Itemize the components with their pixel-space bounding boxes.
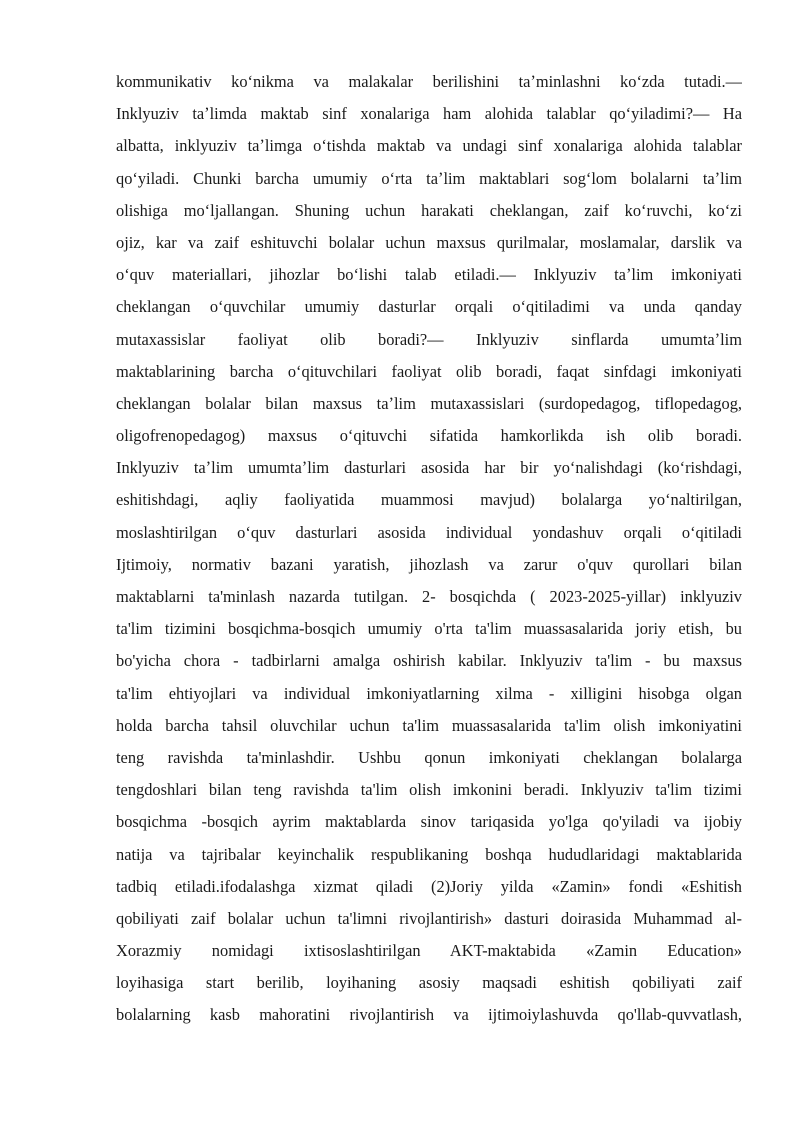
text-line: eshitishdagi, aqliy faoliyatida muammosi mavjud) bolalarga yoʻnaltirilgan, — [116, 490, 742, 510]
text-line: maktablarni ta'minlash nazarda tutilgan. 2- bosqichda ( 2023-2025-yillar) inklyuziv — [116, 587, 742, 606]
text-line: bosqichma -bosqich ayrim maktablarda sinov tariqasida yo'lga qo'yiladi va ijobiy — [116, 812, 742, 832]
text-line: bolalarning kasb mahoratini rivojlantirish va ijtimoiylashuvda qo'llab-quvvatlash, — [116, 1005, 742, 1025]
text-line: Xorazmiy nomidagi ixtisoslashtirilgan AKT-maktabida «Zamin Education» — [116, 941, 742, 961]
text-line: ojiz, kar va zaif eshituvchi bolalar uchun maxsus qurilmalar, moslamalar, darslik va — [116, 232, 742, 252]
text-line: tengdoshlari bilan teng ravishda ta'lim olish imkonini beradi. Inklyuziv ta'lim tizimi — [116, 780, 742, 800]
text-line: loyihasiga start berilib, loyihaning asosiy maqsadi eshitish qobiliyati zaif — [116, 973, 742, 993]
text-line: Inklyuziv taʼlim umumtaʼlim dasturlari asosida har bir yoʻnalishdagi (koʻrishdagi, — [116, 458, 742, 478]
text-line: Ijtimoiy, normativ bazani yaratish, jihozlash va zarur o'quv qurollari bilan — [116, 554, 742, 574]
text-line: maktablarining barcha oʻqituvchilari faoliyat olib boradi, faqat sinfdagi imkoniyati — [116, 361, 742, 381]
document-page — [116, 66, 742, 1032]
text-line: qobiliyati zaif bolalar uchun ta'limni rivojlantirish» dasturi doirasida Muhammad al- — [116, 908, 742, 928]
text-line: tadbiq etiladi.ifodalashga xizmat qiladi (2)Joriy yilda «Zamin» fondi «Eshitish — [116, 876, 742, 896]
text-line: bo'yicha chora - tadbirlarni amalga oshirish kabilar. Inklyuziv ta'lim - bu maxsus — [116, 651, 742, 671]
text-line: oʻquv materiallari, jihozlar boʻlishi talab etiladi.— Inklyuziv taʼlim imkoniyati — [116, 265, 742, 285]
text-line: oligofrenopedagog) maxsus oʻqituvchi sifatida hamkorlikda ish olib boradi. — [116, 426, 742, 446]
text-line: Inklyuziv taʼlimda maktab sinf xonalariga ham alohida talablar qoʻyiladimi?— Ha — [116, 104, 742, 124]
text-line: mutaxassislar faoliyat olib boradi?— Inklyuziv sinflarda umumtaʼlim — [116, 329, 742, 349]
text-line: olishiga moʻljallangan. Shuning uchun harakati cheklangan, zaif koʻruvchi, koʻzi — [116, 200, 742, 220]
text-line: holda barcha tahsil oluvchilar uchun ta'lim muassasalarida ta'lim olish imkoniyatini — [116, 715, 742, 735]
text-line: moslashtirilgan oʻquv dasturlari asosida individual yondashuv orqali oʻqitiladi — [116, 522, 742, 542]
text-line: natija va tajribalar keyinchalik respublikaning boshqa hududlaridagi maktablarida — [116, 844, 742, 864]
text-line: ta'lim tizimini bosqichma-bosqich umumiy o'rta ta'lim muassasalarida joriy etish, bu — [116, 619, 742, 639]
text-line: cheklangan oʻquvchilar umumiy dasturlar orqali oʻqitiladimi va unda qanday — [116, 297, 742, 317]
text-line: qoʻyiladi. Chunki barcha umumiy oʻrta taʼlim maktablari sogʻlom bolalarni taʼlim — [116, 168, 742, 188]
text-line: ta'lim ehtiyojlari va individual imkoniyatlarning xilma - xilligini hisobga olgan — [116, 683, 742, 703]
text-line: albatta, inklyuziv taʼlimga oʻtishda maktab va undagi sinf xonalariga alohida talablar — [116, 136, 742, 156]
text-line: cheklangan bolalar bilan maxsus taʼlim mutaxassislari (surdopedagog, tiflopedagog, — [116, 393, 742, 413]
text-line: teng ravishda ta'minlashdir. Ushbu qonun imkoniyati cheklangan bolalarga — [116, 747, 742, 767]
text-line: kommunikativ koʻnikma va malakalar berilishini taʼminlashni koʻzda tutadi.— — [116, 72, 742, 91]
